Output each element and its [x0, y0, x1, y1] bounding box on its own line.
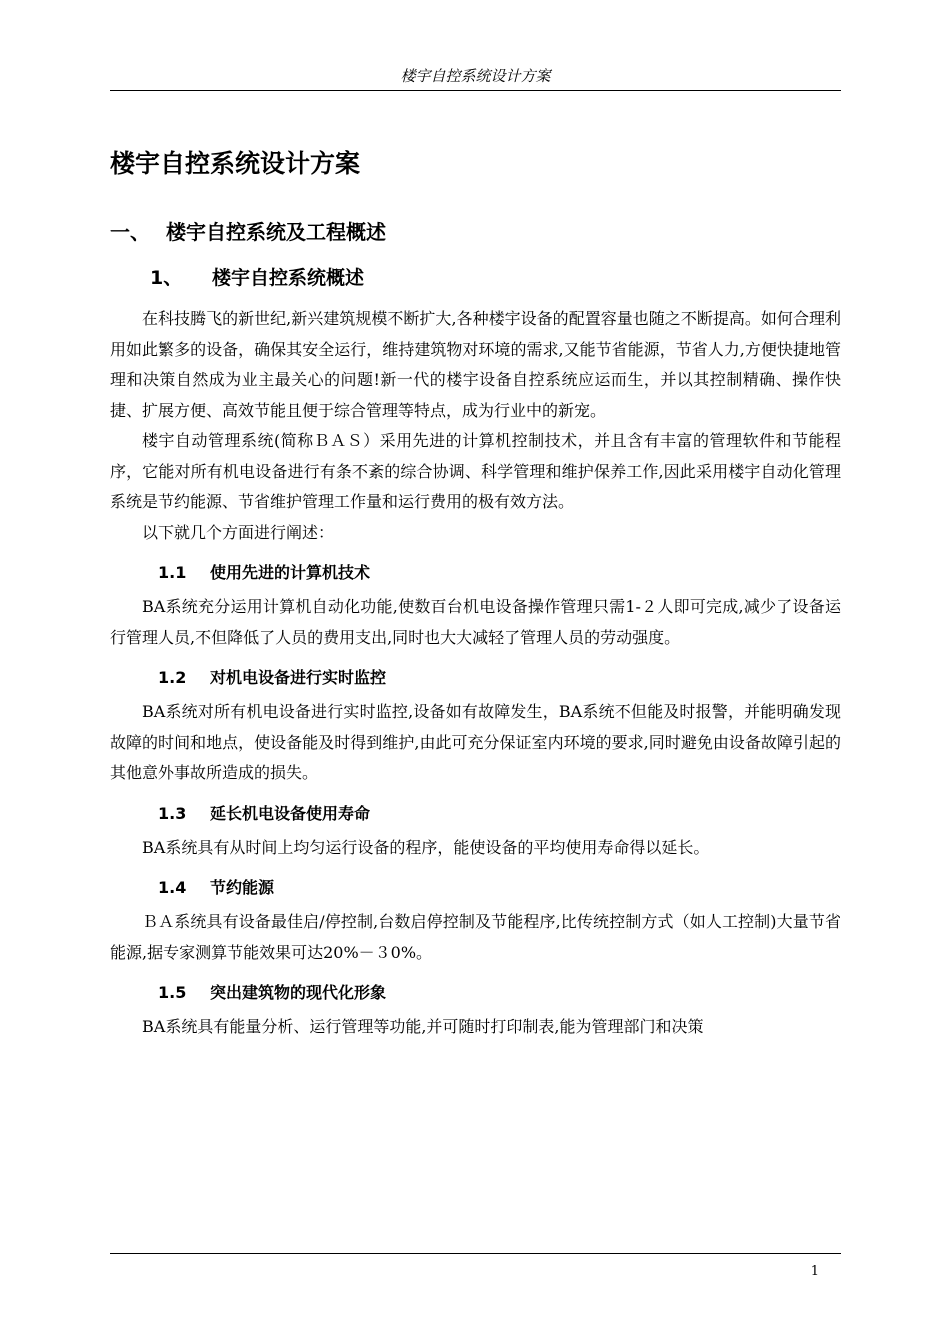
- item-heading: [158, 978, 841, 1008]
- item-heading: [158, 558, 841, 588]
- item-number: 1.3: [158, 803, 187, 823]
- item-heading: [158, 663, 841, 693]
- subsection-heading: [150, 260, 841, 296]
- item-number: 1.2: [158, 668, 187, 687]
- section-number: 一、: [110, 220, 150, 244]
- item-title: 节约能源: [210, 878, 275, 897]
- item-number: 1.4: [158, 878, 187, 897]
- item-title: 延长机电设备使用寿命: [210, 803, 371, 823]
- item-text: BA系统对所有机电设备进行实时监控,设备如有故障发生，BA系统不但能及时报警，并能明确发现故障的时间和地点，使设备能及时得到维护,由此可充分保证室内环境的要求,同时避免由设备故障引起的其他意外事故所造成的损失。: [110, 702, 841, 782]
- item-text: BA系统具有从时间上均匀运行设备的程序，能使设备的平均使用寿命得以延长。: [142, 837, 710, 857]
- item-text: BA系统具有能量分析、运行管理等功能,并可随时打印制表,能为管理部门和决策: [142, 1017, 704, 1036]
- subsection-title: 楼宇自控系统概述: [212, 267, 365, 289]
- section-heading: [110, 214, 841, 250]
- subsection-number: 1、: [150, 267, 183, 289]
- intro-paragraph: 在科技腾飞的新世纪,新兴建筑规模不断扩大,各种楼宇设备的配置容量也随之不断提高。如何合理利用如此繁多的设备，确保其安全运行，维持建筑物对环境的需求,又能节省能源，节省人力,方便快捷地管理和决策自然成为业主最关心的问题!新一代的楼宇设备自控系统应运而生，并以其控制精确、操作快捷、扩展方便、高效节能且便于综合管理等特点，成为行业中的新宠。: [110, 309, 841, 420]
- document-body: [110, 140, 841, 1043]
- item-heading: [158, 799, 841, 829]
- item-title: 使用先进的计算机技术: [210, 563, 371, 582]
- item-title: 突出建筑物的现代化形象: [210, 983, 387, 1002]
- section-title: 楼宇自控系统及工程概述: [166, 220, 386, 244]
- page-header: [110, 66, 841, 91]
- intro-paragraph: 以下就几个方面进行阐述：: [142, 522, 335, 542]
- running-title: 楼宇自控系统设计方案: [400, 67, 551, 85]
- item-number: 1.5: [158, 983, 187, 1002]
- item-text: BA系统充分运用计算机自动化功能,使数百台机电设备操作管理只需1-２人即可完成,减少了设备运行管理人员,不但降低了人员的费用支出,同时也大大减轻了管理人员的劳动强度。: [110, 597, 841, 647]
- item-number: 1.1: [158, 563, 187, 582]
- item-heading: [158, 873, 841, 903]
- page-title: 楼宇自控系统设计方案: [110, 149, 361, 178]
- page-footer: [110, 1253, 841, 1279]
- intro-paragraph: 楼宇自动管理系统(简称ＢＡＳ）采用先进的计算机控制技术，并且含有丰富的管理软件和节能程序，它能对所有机电设备进行有条不紊的综合协调、科学管理和维护保养工作,因此采用楼宇自动化管理系统是节约能源、节省维护管理工作量和运行费用的极有效方法。: [110, 431, 841, 511]
- item-title: 对机电设备进行实时监控: [210, 668, 387, 687]
- page-number: 1: [810, 1264, 819, 1279]
- item-text: ＢＡ系统具有设备最佳启/停控制,台数启停控制及节能程序,比传统控制方式（如人工控制)大量节省能源,据专家测算节能效果可达20%－３0%。: [110, 912, 841, 962]
